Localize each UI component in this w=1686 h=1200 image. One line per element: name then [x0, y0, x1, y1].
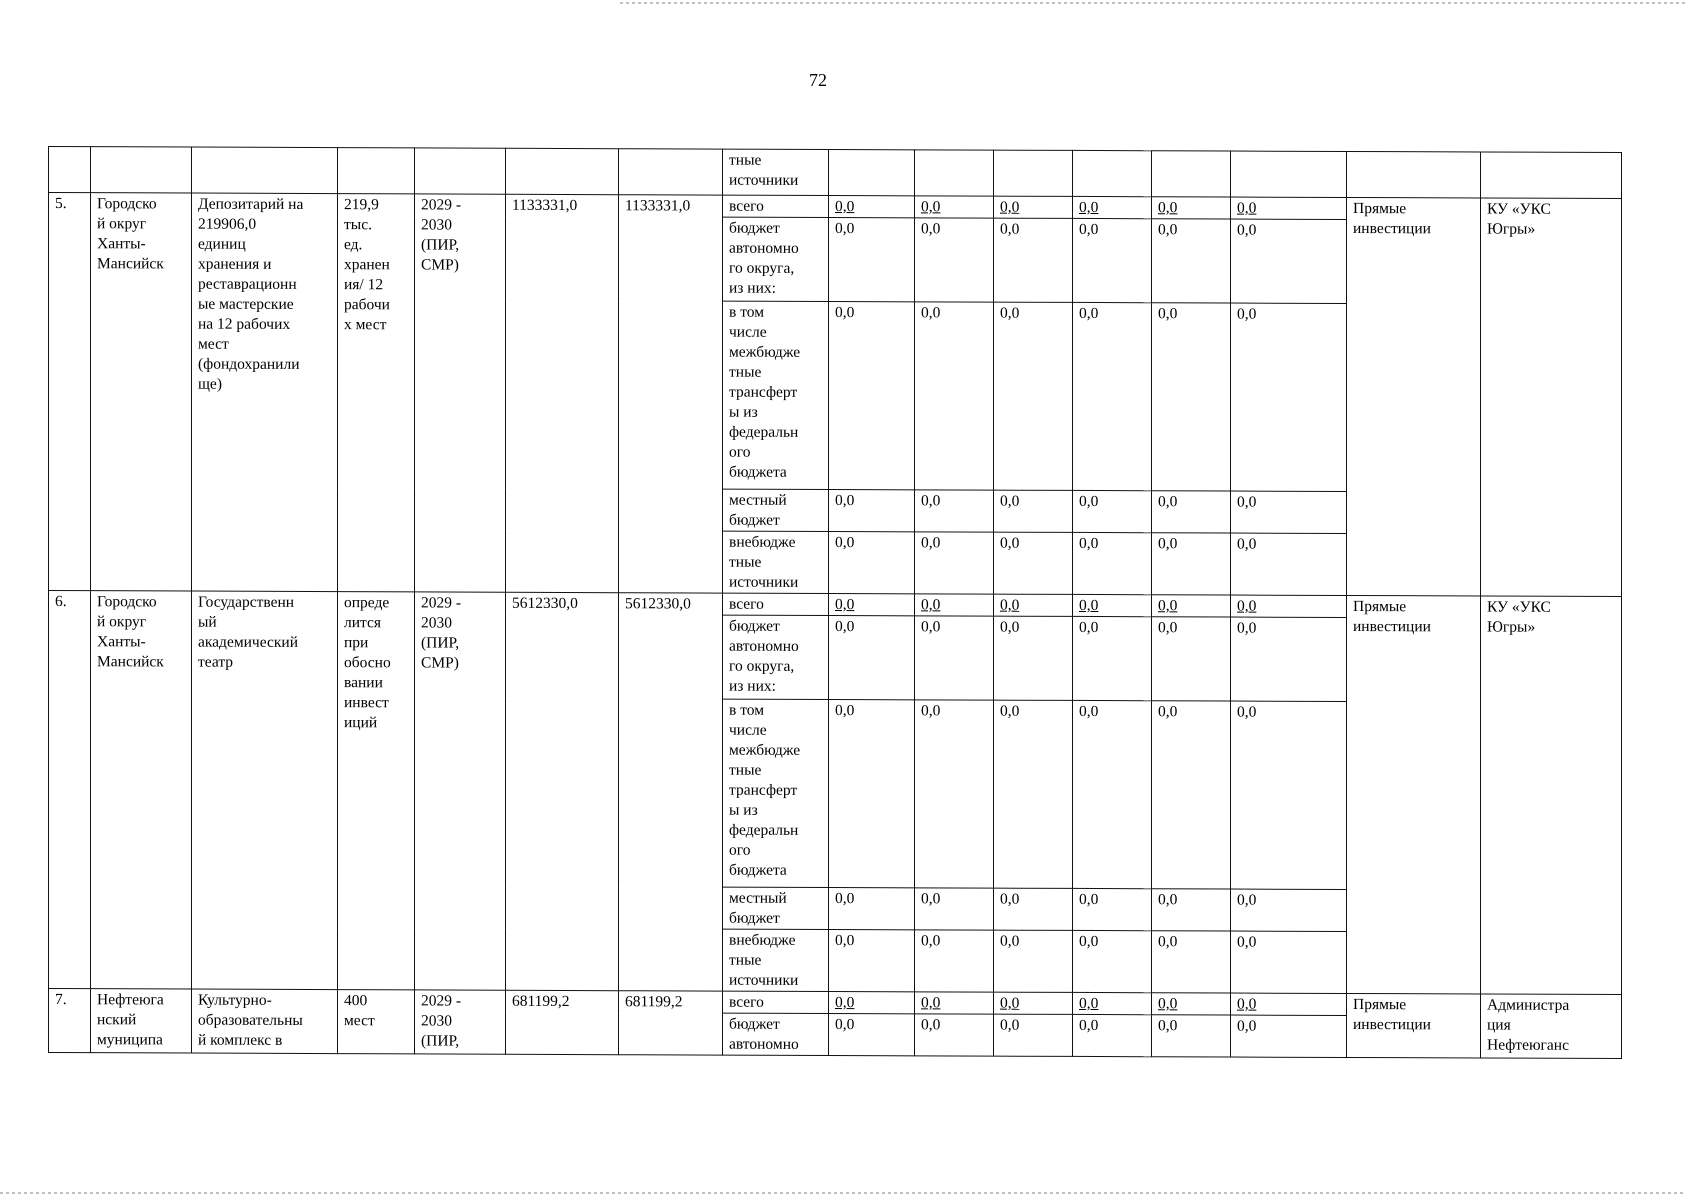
municipality-cell: Городско й округ Ханты- Мансийск — [91, 591, 192, 989]
funding-value-cell — [1152, 219, 1231, 303]
funding-value: 0,0 — [921, 994, 941, 1012]
empty-cell — [619, 149, 723, 195]
funding-value: 0,0 — [1079, 492, 1099, 511]
funding-value: 0,0 — [1237, 703, 1257, 721]
funding-value: 0,0 — [921, 702, 941, 720]
funding-value: 0,0 — [1079, 198, 1099, 217]
empty-cell — [1481, 152, 1622, 199]
funding-source-cell: внебюдже тные источники — [723, 929, 829, 991]
funding-value-cell — [1073, 196, 1152, 218]
funding-value: 0,0 — [1000, 890, 1020, 908]
funding-value: 0,0 — [1079, 932, 1099, 951]
funding-row — [49, 591, 1622, 619]
funding-value-cell — [915, 616, 994, 700]
funding-value: 0,0 — [1237, 995, 1257, 1013]
funding-value-cell — [829, 489, 915, 531]
empty-cell — [49, 147, 91, 193]
funding-value: 0,0 — [921, 220, 941, 238]
funding-value-cell — [994, 532, 1073, 594]
funding-source-cell: бюджет автономно — [723, 1013, 829, 1055]
funding-value-cell — [1073, 992, 1152, 1014]
funding-value-cell — [994, 218, 1073, 302]
capacity-cell: 219,9 тыс. ед. хранен ия/ 12 рабочи х мест — [338, 194, 415, 592]
funding-value-cell — [915, 888, 994, 930]
funding-value-cell — [915, 218, 994, 302]
funding-value: 0,0 — [921, 304, 941, 322]
customer-cell: КУ «УКС Югры» — [1481, 198, 1622, 597]
funding-value: 0,0 — [835, 932, 855, 950]
funding-value-cell — [994, 992, 1073, 1014]
funding-value-cell — [1231, 931, 1347, 993]
scan-edge-bottom — [0, 1192, 1686, 1194]
funding-value: 0,0 — [1158, 493, 1178, 511]
project-name-cell: Государственн ый академический театр — [192, 591, 338, 990]
funding-value: 0,0 — [921, 596, 941, 614]
funding-value: 0,0 — [921, 618, 941, 636]
empty-cell — [415, 148, 506, 194]
funding-value-cell — [915, 532, 994, 594]
investment-projects-table — [48, 146, 1622, 1059]
funding-value-cell — [994, 616, 1073, 700]
funding-value-cell — [994, 594, 1073, 616]
funding-value-cell — [829, 887, 915, 929]
funding-value: 0,0 — [1237, 221, 1257, 239]
empty-cell — [192, 147, 338, 194]
funding-value-cell — [1152, 197, 1231, 219]
cost-total-cell: 5612330,0 — [506, 592, 619, 990]
funding-value: 0,0 — [1000, 618, 1020, 636]
cost-remaining-cell: 5612330,0 — [619, 593, 723, 991]
period-cell: 2029 - 2030 (ПИР, СМР) — [415, 592, 506, 990]
funding-source-cell: всего — [723, 195, 829, 217]
cost-remaining-cell: 681199,2 — [619, 991, 723, 1055]
funding-value-cell — [915, 930, 994, 992]
funding-value-cell — [1231, 303, 1347, 491]
funding-value: 0,0 — [1000, 492, 1020, 510]
funding-value-cell — [915, 594, 994, 616]
funding-source-cell: местный бюджет — [723, 887, 829, 929]
cost-total-cell: 681199,2 — [506, 990, 619, 1054]
funding-value-cell — [1073, 218, 1152, 302]
funding-value-cell — [1152, 931, 1231, 993]
funding-source-cell: тные источники — [723, 149, 829, 195]
funding-value-cell — [1073, 616, 1152, 700]
funding-value: 0,0 — [1158, 535, 1178, 553]
funding-value-cell — [829, 217, 915, 301]
funding-value: 0,0 — [1079, 994, 1099, 1013]
funding-value-cell — [1073, 594, 1152, 616]
funding-value: 0,0 — [835, 198, 855, 216]
funding-value: 0,0 — [1237, 1017, 1257, 1035]
funding-value: 0,0 — [921, 1016, 941, 1034]
investment-mechanism-cell: Прямые инвестиции — [1347, 197, 1481, 596]
funding-value: 0,0 — [1000, 534, 1020, 552]
funding-value: 0,0 — [835, 890, 855, 908]
funding-value: 0,0 — [1237, 305, 1257, 323]
funding-value-cell — [1073, 532, 1152, 594]
funding-source-cell: местный бюджет — [723, 489, 829, 531]
funding-row — [49, 193, 1622, 221]
funding-value-cell — [1152, 491, 1231, 533]
funding-value-cell — [994, 1014, 1073, 1056]
funding-value-cell — [829, 531, 915, 593]
funding-value: 0,0 — [921, 890, 941, 908]
funding-value: 0,0 — [1079, 596, 1099, 615]
funding-row — [49, 989, 1622, 1017]
funding-value-cell — [1152, 1015, 1231, 1057]
funding-value: 0,0 — [835, 492, 855, 510]
funding-value: 0,0 — [1079, 890, 1099, 909]
funding-value-cell — [829, 195, 915, 217]
funding-source-cell: в том числе межбюдже тные трансферт ы из федеральн ого бюджета — [723, 699, 829, 887]
funding-source-cell: бюджет автономно го округа, из них: — [723, 217, 829, 301]
funding-value-cell — [1231, 701, 1347, 889]
funding-value: 0,0 — [921, 198, 941, 216]
funding-value-cell — [1073, 700, 1152, 888]
project-name-cell: Депозитарий на 219906,0 единиц хранения и реставрационн ые мастерские на 12 рабочих мест (фондохранили ще) — [192, 193, 338, 592]
funding-value-cell — [1231, 617, 1347, 701]
funding-value: 0,0 — [1158, 597, 1178, 615]
continuation-row — [49, 147, 1622, 199]
empty-cell — [91, 147, 192, 193]
funding-value: 0,0 — [1000, 1016, 1020, 1034]
funding-value: 0,0 — [1237, 199, 1257, 217]
funding-value-cell — [1231, 491, 1347, 533]
funding-value: 0,0 — [1237, 933, 1257, 951]
funding-value-cell — [1231, 993, 1347, 1015]
project-name-cell: Культурно- образовательны й комплекс в — [192, 989, 338, 1054]
funding-value: 0,0 — [921, 534, 941, 552]
funding-value: 0,0 — [835, 596, 855, 614]
funding-value-cell — [1152, 889, 1231, 931]
empty-cell — [915, 150, 994, 196]
funding-value-cell — [1152, 617, 1231, 701]
funding-source-cell: бюджет автономно го округа, из них: — [723, 615, 829, 699]
funding-value-cell — [829, 991, 915, 1013]
funding-value: 0,0 — [1000, 220, 1020, 238]
funding-value-cell — [994, 888, 1073, 930]
funding-value: 0,0 — [1237, 619, 1257, 637]
funding-value-cell — [1152, 595, 1231, 617]
funding-value-cell — [1073, 1014, 1152, 1056]
funding-value-cell — [1073, 302, 1152, 490]
funding-value: 0,0 — [1000, 198, 1020, 216]
project-number-cell: 6. — [49, 591, 91, 989]
empty-cell — [1152, 151, 1231, 197]
customer-cell: КУ «УКС Югры» — [1481, 596, 1622, 995]
funding-value-cell — [1152, 993, 1231, 1015]
funding-value: 0,0 — [835, 220, 855, 238]
scan-edge-top — [620, 2, 1686, 4]
capacity-cell: опреде лится при обосно вании инвест иций — [338, 592, 415, 990]
funding-value-cell — [915, 1014, 994, 1056]
funding-value: 0,0 — [835, 304, 855, 322]
funding-value: 0,0 — [835, 702, 855, 720]
funding-value: 0,0 — [1158, 305, 1178, 323]
funding-value-cell — [1231, 1015, 1347, 1057]
funding-value: 0,0 — [1158, 703, 1178, 721]
customer-cell: Администра ция Нефтеюганс — [1481, 994, 1622, 1059]
funding-value-cell — [994, 930, 1073, 992]
funding-value: 0,0 — [1158, 1017, 1178, 1035]
funding-value-cell — [915, 700, 994, 888]
funding-value: 0,0 — [1000, 932, 1020, 950]
municipality-cell: Нефтеюга нский муниципа — [91, 989, 192, 1053]
empty-cell — [829, 149, 915, 195]
funding-value-cell — [1231, 219, 1347, 303]
funding-value: 0,0 — [921, 492, 941, 510]
funding-value: 0,0 — [1000, 994, 1020, 1012]
funding-value-cell — [915, 992, 994, 1014]
funding-value-cell — [1073, 888, 1152, 930]
funding-value-cell — [1152, 533, 1231, 595]
funding-value-cell — [1152, 701, 1231, 889]
funding-value-cell — [1231, 595, 1347, 617]
page-number: 72 — [809, 70, 827, 90]
funding-value: 0,0 — [1158, 199, 1178, 217]
funding-value: 0,0 — [1237, 891, 1257, 909]
funding-value: 0,0 — [835, 1016, 855, 1034]
funding-value-cell — [829, 593, 915, 615]
empty-cell — [1231, 151, 1347, 197]
funding-source-cell: всего — [723, 593, 829, 615]
funding-value: 0,0 — [921, 932, 941, 950]
funding-source-cell: всего — [723, 991, 829, 1013]
funding-value: 0,0 — [1158, 995, 1178, 1013]
empty-cell — [506, 148, 619, 194]
investment-mechanism-cell: Прямые инвестиции — [1347, 595, 1481, 994]
cost-total-cell: 1133331,0 — [506, 194, 619, 592]
funding-value: 0,0 — [1158, 891, 1178, 909]
funding-value-cell — [994, 196, 1073, 218]
capacity-cell: 400 мест — [338, 990, 415, 1054]
funding-value: 0,0 — [1079, 1016, 1099, 1035]
funding-value-cell — [829, 929, 915, 991]
funding-value-cell — [1231, 889, 1347, 931]
municipality-cell: Городско й округ Ханты- Мансийск — [91, 193, 192, 591]
funding-value: 0,0 — [1079, 534, 1099, 553]
funding-value-cell — [994, 700, 1073, 888]
funding-value: 0,0 — [1158, 933, 1178, 951]
period-cell: 2029 - 2030 (ПИР, СМР) — [415, 194, 506, 592]
funding-value: 0,0 — [1237, 493, 1257, 511]
project-number-cell: 7. — [49, 989, 91, 1053]
funding-value-cell — [1073, 930, 1152, 992]
funding-source-cell: в том числе межбюдже тные трансферт ы из федеральн ого бюджета — [723, 301, 829, 489]
empty-cell — [1073, 150, 1152, 196]
funding-value-cell — [994, 302, 1073, 490]
funding-value-cell — [1152, 303, 1231, 491]
funding-value: 0,0 — [1000, 702, 1020, 720]
funding-value: 0,0 — [1158, 221, 1178, 239]
funding-value-cell — [829, 615, 915, 699]
funding-value: 0,0 — [1079, 702, 1099, 721]
funding-value-cell — [829, 1013, 915, 1055]
funding-value: 0,0 — [835, 618, 855, 636]
investment-mechanism-cell: Прямые инвестиции — [1347, 993, 1481, 1058]
empty-cell — [338, 148, 415, 194]
funding-value: 0,0 — [1158, 619, 1178, 637]
funding-value-cell — [829, 699, 915, 887]
funding-value-cell — [915, 196, 994, 218]
cost-remaining-cell: 1133331,0 — [619, 195, 723, 593]
funding-value-cell — [1231, 197, 1347, 219]
funding-value: 0,0 — [1000, 304, 1020, 322]
funding-value: 0,0 — [1079, 220, 1099, 239]
funding-value: 0,0 — [835, 994, 855, 1012]
project-number-cell: 5. — [49, 193, 91, 591]
funding-value-cell — [994, 490, 1073, 532]
period-cell: 2029 - 2030 (ПИР, — [415, 990, 506, 1054]
funding-value-cell — [1231, 533, 1347, 595]
funding-source-cell: внебюдже тные источники — [723, 531, 829, 593]
funding-value: 0,0 — [1237, 597, 1257, 615]
funding-value: 0,0 — [1000, 596, 1020, 614]
funding-value: 0,0 — [1237, 535, 1257, 553]
empty-cell — [994, 150, 1073, 196]
funding-value: 0,0 — [1079, 618, 1099, 637]
funding-value: 0,0 — [835, 534, 855, 552]
funding-value: 0,0 — [1079, 304, 1099, 323]
funding-value-cell — [915, 490, 994, 532]
funding-value-cell — [1073, 490, 1152, 532]
funding-value-cell — [915, 302, 994, 490]
empty-cell — [1347, 151, 1481, 198]
funding-value-cell — [829, 301, 915, 489]
